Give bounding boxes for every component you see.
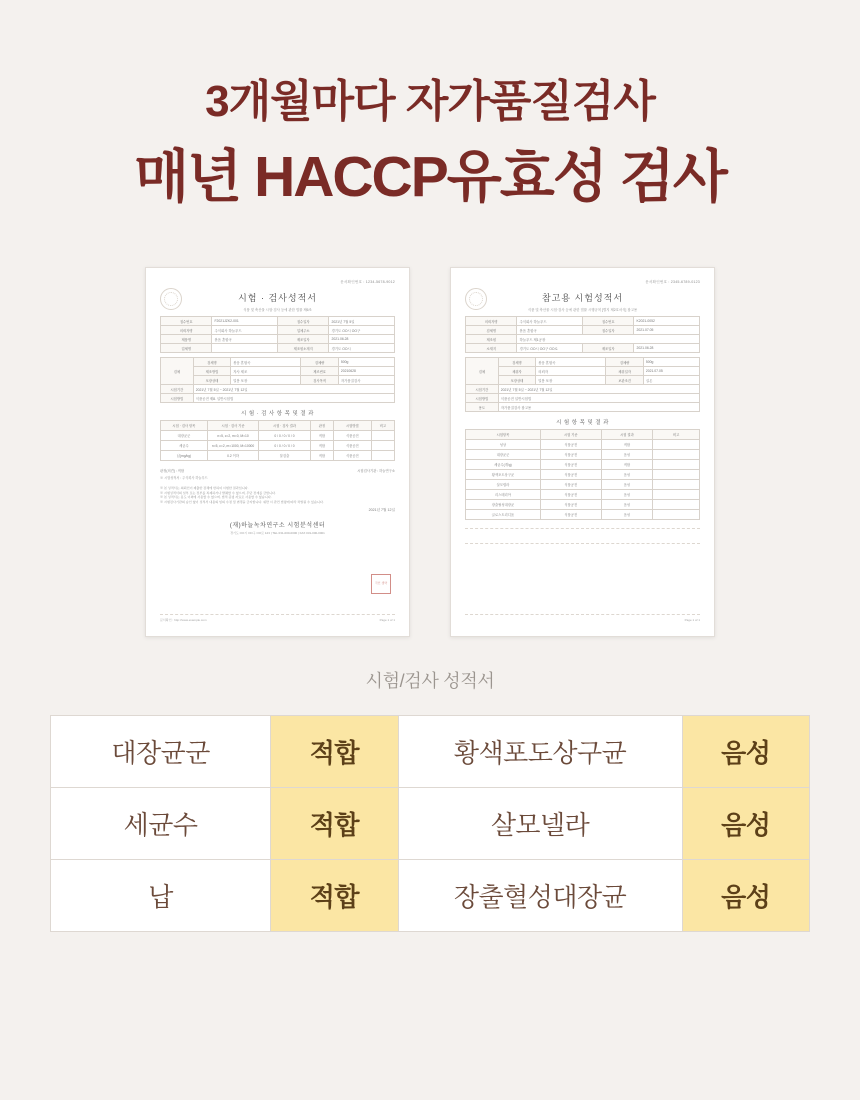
cell: 의뢰자명 bbox=[466, 317, 517, 326]
cell: 장출혈성대장균 bbox=[466, 500, 541, 510]
cell: 제조일자 bbox=[582, 344, 633, 353]
cell: 자가품질검사 bbox=[338, 376, 394, 385]
cert2-title: 참고용 시험성적서 bbox=[541, 293, 624, 304]
cell: 주식회사 하늘푸드 bbox=[212, 326, 278, 335]
cell: 검체 bbox=[161, 358, 194, 385]
column-header: 판정 bbox=[310, 421, 333, 431]
cell: 볶음 혼합곡 bbox=[212, 335, 278, 344]
cell: 음성 bbox=[601, 500, 652, 510]
cell: 식품공전 bbox=[540, 470, 601, 480]
cert2-info-table bbox=[465, 316, 700, 353]
cert1-address: 경기도 OO시 OO구 OO로 123 | TEL 031-000-0000 | FAX 031-000-0001 bbox=[230, 530, 325, 535]
column-header: 시험 기준 bbox=[540, 430, 601, 440]
result-item-name: 납 bbox=[51, 860, 271, 932]
table-row bbox=[466, 335, 700, 344]
table-row bbox=[466, 367, 700, 376]
result-item-name-2: 살모넬라 bbox=[398, 788, 682, 860]
cert1-footer-right: Page 1 of 1 bbox=[379, 618, 395, 623]
table-row bbox=[51, 788, 810, 860]
cell: 2021년 7월 5일 ~ 2021년 7월 12일 bbox=[498, 385, 699, 394]
cell: 검체명 bbox=[193, 358, 230, 367]
cell: 검체명 bbox=[498, 358, 535, 367]
cert1-stamp-icon: 직인 생략 bbox=[371, 574, 391, 594]
cell: 적합 bbox=[601, 440, 652, 450]
cell: 2021.06.28 bbox=[329, 335, 395, 344]
cert1-organization: (재)하늘녹차연구소 시험분석센터 bbox=[229, 522, 326, 529]
table-row bbox=[161, 317, 395, 326]
table-row bbox=[466, 440, 700, 450]
cert1-results-heading: 시 험 · 검 사 항 목 및 결 과 bbox=[241, 411, 314, 418]
cell: 성상 bbox=[466, 440, 541, 450]
cell: 포장상태 bbox=[498, 376, 535, 385]
cert1-notes bbox=[160, 486, 395, 505]
cell: 식품공전 bbox=[540, 500, 601, 510]
note-line: ※ 본 성적서는 의뢰인이 제출한 검체에 한하여 시험한 결과입니다. bbox=[160, 486, 249, 491]
table-row bbox=[161, 394, 395, 403]
table-row bbox=[466, 317, 700, 326]
cell: 불검출 bbox=[259, 451, 310, 461]
cell: 식품공전 일반시험법 bbox=[498, 394, 699, 403]
cell: 음성 bbox=[601, 470, 652, 480]
cell: n=5, c=2, m=1000, M=10000 bbox=[207, 441, 258, 451]
table-row bbox=[466, 403, 700, 412]
cell: 볶음 혼합곡 bbox=[231, 358, 301, 367]
cell: 자가품질검사 참고용 bbox=[498, 403, 699, 412]
cell: 0.2 이하 bbox=[207, 451, 258, 461]
cell: 대장균군 bbox=[161, 431, 208, 441]
cell bbox=[371, 431, 394, 441]
page-headline bbox=[0, 0, 860, 209]
cell: 업체주소 bbox=[277, 326, 328, 335]
table-row bbox=[466, 326, 700, 335]
table-row bbox=[161, 326, 395, 335]
cell: 시험기간 bbox=[161, 385, 194, 394]
table-row bbox=[161, 385, 395, 394]
cell: 하늘푸드 제1공장 bbox=[517, 335, 700, 344]
cell: 의뢰자명 bbox=[161, 326, 212, 335]
result-item-name: 대장균군 bbox=[51, 716, 271, 788]
cell: 볶음 혼합곡 bbox=[517, 326, 583, 335]
cell: 0 / 0 / 0 / 0 / 0 bbox=[259, 431, 310, 441]
certificate-document-1 bbox=[145, 267, 410, 637]
cell: F2021JZK2-001 bbox=[212, 317, 278, 326]
certificate-document-2 bbox=[450, 267, 715, 637]
cert2-sample-table bbox=[465, 357, 700, 412]
result-item-verdict: 적합 bbox=[271, 788, 398, 860]
table-header-row bbox=[161, 421, 395, 431]
table-row bbox=[466, 376, 700, 385]
cell: 시험기간 bbox=[466, 385, 499, 394]
column-header: 시험 · 검사 항목 bbox=[161, 421, 208, 431]
cell: 리스테리아 bbox=[466, 490, 541, 500]
cell: 음성 bbox=[601, 510, 652, 520]
cell: 2021.07.05 bbox=[643, 367, 699, 376]
result-item-verdict: 적합 bbox=[271, 716, 398, 788]
result-item-verdict-2: 음성 bbox=[682, 860, 810, 932]
cell: 제조일자 bbox=[277, 335, 328, 344]
table-row bbox=[161, 376, 395, 385]
column-header: 시험 · 검사 결과 bbox=[259, 421, 310, 431]
cell: K2021-0052 bbox=[634, 317, 700, 326]
cert1-subtitle: 식품 및 축산물 시험·검사 등에 관한 법률 제6조 bbox=[243, 308, 312, 313]
cell: 검체량 bbox=[301, 358, 338, 367]
table-row bbox=[51, 860, 810, 932]
table-row bbox=[466, 460, 700, 470]
cell: 검체명 bbox=[466, 326, 517, 335]
cell: 의뢰자 bbox=[536, 367, 606, 376]
cell: 황색포도상구균 bbox=[466, 470, 541, 480]
table-row bbox=[51, 716, 810, 788]
note-line: ※ 본 성적서는 용도 이외에 사용할 수 없으며, 법적 증빙 자료로 사용할 수 없습니다. bbox=[160, 495, 272, 500]
cert2-results-heading: 시 험 항 목 및 결 과 bbox=[556, 420, 609, 427]
cert1-sample-table bbox=[160, 357, 395, 403]
cell: 식품공전 bbox=[540, 480, 601, 490]
cell: 식품공전 bbox=[540, 510, 601, 520]
result-item-name-2: 장출혈성대장균 bbox=[398, 860, 682, 932]
cell bbox=[653, 460, 700, 470]
test-results-section bbox=[50, 715, 810, 932]
cell bbox=[653, 480, 700, 490]
cell: 식품공전 bbox=[540, 450, 601, 460]
cell: 살모넬라 bbox=[466, 480, 541, 490]
cell: 검체량 bbox=[606, 358, 643, 367]
cert1-seal-icon bbox=[160, 288, 182, 310]
cell bbox=[212, 344, 278, 353]
column-header: 비고 bbox=[371, 421, 394, 431]
cell bbox=[653, 490, 700, 500]
column-header: 시험방법 bbox=[334, 421, 371, 431]
cert1-summary-sub: ※ 시험성적서 : 주식회사 하늘푸드 bbox=[160, 476, 208, 481]
column-header: 시험항목 bbox=[466, 430, 541, 440]
table-row bbox=[161, 451, 395, 461]
cert1-info-table bbox=[160, 316, 395, 353]
cell: 채취일자 bbox=[606, 367, 643, 376]
cell: 식품공전 bbox=[334, 441, 371, 451]
cell: 제품명 bbox=[161, 335, 212, 344]
cell: 검사목적 bbox=[301, 376, 338, 385]
cell: 식품공전 bbox=[334, 451, 371, 461]
cell: 음성 bbox=[601, 490, 652, 500]
cell: 적합 bbox=[310, 451, 333, 461]
column-header: 비고 bbox=[653, 430, 700, 440]
cell: 2021.07.05 bbox=[634, 326, 700, 335]
cert1-summary-left: 판정(의견) : 적합 bbox=[160, 469, 185, 474]
cell: 음성 bbox=[601, 480, 652, 490]
cell: 자사 제조 bbox=[231, 367, 301, 376]
cell: 밀봉 포장 bbox=[231, 376, 301, 385]
cell: 밀봉 포장 bbox=[536, 376, 606, 385]
column-header: 시험 결과 bbox=[601, 430, 652, 440]
cell: 볶음 혼합곡 bbox=[536, 358, 606, 367]
cert2-results-table bbox=[465, 429, 700, 520]
cert2-document-number: 문서확인번호 : 2345-6789-0123 bbox=[645, 280, 700, 285]
cell bbox=[653, 440, 700, 450]
cell: n=5, c=2, m=0, M=10 bbox=[207, 431, 258, 441]
table-row bbox=[161, 431, 395, 441]
cell: 납(mg/kg) bbox=[161, 451, 208, 461]
table-row bbox=[161, 367, 395, 376]
cell: 보관조건 bbox=[606, 376, 643, 385]
cell: 시험방법 bbox=[466, 394, 499, 403]
cell: 0 / 0 / 0 / 0 / 0 bbox=[259, 441, 310, 451]
note-line: ※ 시험검사기관의 승인 없이 성적서 내용의 임의 수정 및 변경을 금지합니다. 위반 시 관련 법령에 따라 처벌될 수 있습니다. bbox=[160, 500, 324, 504]
cert2-subtitle: 식품 및 축산물 시험·검사 등에 관한 법률 시행규칙 [별지 제2호서식] 참고용 bbox=[527, 308, 638, 313]
cell: 채취자 bbox=[498, 367, 535, 376]
cell: 대장균군 bbox=[466, 450, 541, 460]
cell: 제조방법 bbox=[193, 367, 230, 376]
cell: 검체 bbox=[466, 358, 499, 385]
table-row bbox=[466, 510, 700, 520]
cell: 소재지 bbox=[466, 344, 517, 353]
cell bbox=[371, 441, 394, 451]
cell: 적합 bbox=[601, 460, 652, 470]
cell bbox=[371, 451, 394, 461]
cell: 500g bbox=[338, 358, 394, 367]
cert1-summary-right: 시험검사기관 : 하늘연구소 bbox=[357, 469, 395, 474]
cert1-footer-left: 문서확인 : http://www.example.com bbox=[160, 618, 207, 623]
cell: 2021.06.28 bbox=[634, 344, 700, 353]
cert1-footer bbox=[160, 614, 395, 622]
table-row bbox=[161, 358, 395, 367]
cert2-footer bbox=[465, 614, 700, 622]
cell: 접수번호 bbox=[582, 317, 633, 326]
gallery-caption: 시험/검사 성적서 bbox=[365, 671, 495, 692]
cell: 접수번호 bbox=[161, 317, 212, 326]
table-row bbox=[466, 358, 700, 367]
result-item-name-2: 황색포도상구균 bbox=[398, 716, 682, 788]
cell: 실온 bbox=[643, 376, 699, 385]
table-row bbox=[161, 335, 395, 344]
table-row bbox=[466, 500, 700, 510]
certificate-gallery bbox=[0, 267, 860, 637]
cell bbox=[653, 500, 700, 510]
table-row bbox=[466, 344, 700, 353]
cell: 접수일자 bbox=[277, 317, 328, 326]
cell: 경기도 OO시 OO구 OO로 bbox=[517, 344, 583, 353]
cell: 500g bbox=[643, 358, 699, 367]
note-line: ※ 시험성적서의 일부 또는 전부를 복제하거나 발췌할 수 없으며, 무단 전재를 금합니다. bbox=[160, 490, 276, 495]
cert1-document-number: 문서확인번호 : 1234-5678-9012 bbox=[340, 280, 395, 285]
table-row bbox=[466, 480, 700, 490]
cell: 시험방법 bbox=[161, 394, 194, 403]
cert2-footer-right: Page 1 of 1 bbox=[684, 618, 700, 623]
cell: 업체명 bbox=[161, 344, 212, 353]
table-row bbox=[466, 385, 700, 394]
test-results-table bbox=[50, 715, 810, 932]
cert1-issue-date: 2021년 7월 12일 bbox=[368, 507, 395, 512]
cell: 용도 bbox=[466, 403, 499, 412]
cert2-seal-icon bbox=[465, 288, 487, 310]
cell: 제조번호 bbox=[301, 367, 338, 376]
cell: 포장상태 bbox=[193, 376, 230, 385]
headline-line-2: 매년 HACCP유효성 검사 bbox=[134, 145, 726, 210]
cell: 식품공전 bbox=[540, 490, 601, 500]
cell: 클로스트리디움 bbox=[466, 510, 541, 520]
table-row bbox=[466, 394, 700, 403]
table-row bbox=[466, 450, 700, 460]
cell: 식품공전 bbox=[334, 431, 371, 441]
table-row bbox=[161, 441, 395, 451]
cell bbox=[653, 470, 700, 480]
cell: 2021년 7월 5일 ~ 2021년 7월 12일 bbox=[193, 385, 394, 394]
cell: 제조원 bbox=[466, 335, 517, 344]
cert2-blank-block bbox=[465, 528, 700, 544]
result-item-name: 세균수 bbox=[51, 788, 271, 860]
cell: 적합 bbox=[310, 441, 333, 451]
column-header: 시험 · 검사 기준 bbox=[207, 421, 258, 431]
table-header-row bbox=[466, 430, 700, 440]
cell: 식품공전 제8. 일반시험법 bbox=[193, 394, 394, 403]
result-item-verdict-2: 음성 bbox=[682, 788, 810, 860]
cell: 주식회사 하늘푸드 bbox=[517, 317, 583, 326]
table-row bbox=[466, 490, 700, 500]
cell: 경기도 OO시 bbox=[329, 344, 395, 353]
table-row bbox=[161, 344, 395, 353]
cell bbox=[653, 510, 700, 520]
cert1-results-table bbox=[160, 420, 395, 461]
cell: 적합 bbox=[310, 431, 333, 441]
result-item-verdict-2: 음성 bbox=[682, 716, 810, 788]
cell: 제조원소재지 bbox=[277, 344, 328, 353]
cell bbox=[653, 450, 700, 460]
cell: 세균수 bbox=[161, 441, 208, 451]
cell: 접수일자 bbox=[582, 326, 633, 335]
cell: 20210628 bbox=[338, 367, 394, 376]
cell: 2021년 7월 5일 bbox=[329, 317, 395, 326]
cell: 세균수(개/g) bbox=[466, 460, 541, 470]
cell: 음성 bbox=[601, 450, 652, 460]
cell: 식품공전 bbox=[540, 460, 601, 470]
cert1-title: 시험 · 검사성적서 bbox=[238, 293, 317, 304]
table-row bbox=[466, 470, 700, 480]
result-item-verdict: 적합 bbox=[271, 860, 398, 932]
cell: 식품공전 bbox=[540, 440, 601, 450]
cell: 경기도 OO시 OO구 bbox=[329, 326, 395, 335]
headline-line-1: 3개월마다 자가품질검사 bbox=[205, 77, 655, 126]
